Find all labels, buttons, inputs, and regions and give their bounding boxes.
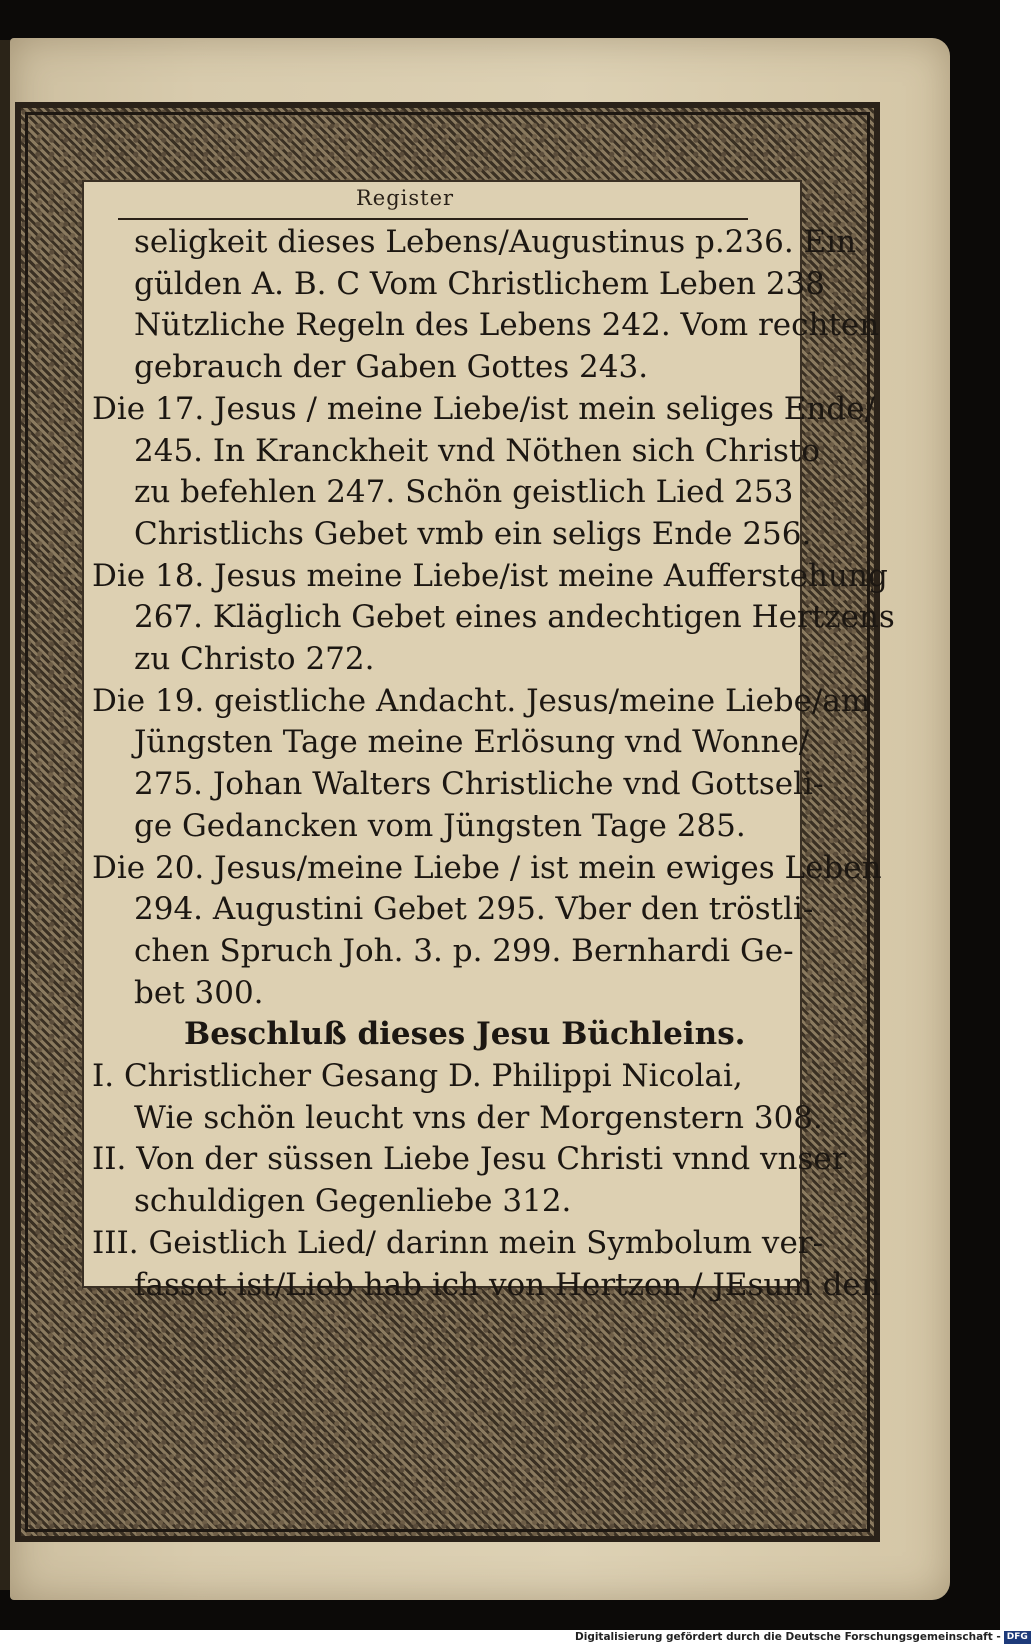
entry-line: Die 17. Jesus / meine Liebe/ist mein seliges Ende/ — [92, 390, 876, 427]
entry-line: Die 20. Jesus/meine Liebe / ist mein ewiges Leben — [92, 849, 882, 886]
entry-line: zu befehlen 247. Schön geistlich Lied 253 — [134, 474, 794, 511]
entry-line: 294. Augustini Gebet 295. Vber den tröstli- — [134, 891, 814, 928]
entry-line: bet 300. — [134, 974, 264, 1011]
register-entry — [92, 1223, 881, 1306]
entry-line: 275. Johan Walters Christliche vnd Gottseli- — [134, 766, 824, 803]
footer-text: Digitalisierung gefördert durch die Deutsche Forschungsgemeinschaft - — [575, 1631, 1001, 1643]
entry-line: zu Christo 272. — [134, 641, 375, 678]
register-entry — [92, 556, 895, 681]
entry-line: fasset ist/Lieb hab ich von Hertzen / JEsum den — [134, 1266, 881, 1303]
entry-line: ge Gedancken vom Jüngsten Tage 285. — [134, 807, 746, 844]
entry-line: 245. In Kranckheit vnd Nöthen sich Christo — [134, 432, 821, 469]
register-entry — [92, 1139, 847, 1222]
entry-line: Die 18. Jesus meine Liebe/ist meine Aufferstehung — [92, 557, 888, 594]
entry-line: III. Geistlich Lied/ darinn mein Symbolum ver- — [92, 1224, 824, 1261]
entry-line: II. Von der süssen Liebe Jesu Christi vnnd vnser — [92, 1141, 847, 1178]
register-content — [92, 222, 895, 1306]
entry-line: Nützliche Regeln des Lebens 242. Vom rechten — [134, 307, 880, 344]
funding-footer — [575, 1631, 1028, 1645]
entry-line: 267. Kläglich Gebet eines andechtigen Hertzens — [134, 599, 895, 636]
section-heading: Beschluß dieses Jesu Büchleins. — [184, 1016, 746, 1053]
entry-line: gebrauch der Gaben Gottes 243. — [134, 349, 649, 386]
entry-line: chen Spruch Joh. 3. p. 299. Bernhardi Ge- — [134, 932, 794, 969]
entry-line: schuldigen Gegenliebe 312. — [134, 1183, 572, 1220]
running-head: Register — [355, 186, 455, 210]
entry-line: I. Christlicher Gesang D. Philippi Nicolai, — [92, 1058, 743, 1095]
register-entry — [92, 681, 871, 848]
entry-line: Jüngsten Tage meine Erlösung vnd Wonne/ — [134, 724, 810, 761]
entry-line: Christlichs Gebet vmb ein seligs Ende 256. — [134, 515, 812, 552]
register-entry — [92, 222, 880, 389]
entry-line: Wie schön leucht vns der Morgenstern 308. — [134, 1099, 823, 1136]
register-entry — [92, 848, 882, 1015]
register-entry — [92, 389, 876, 556]
entry-line: seligkeit dieses Lebens/Augustinus p.236. Ein — [134, 224, 857, 260]
entry-line: Die 19. geistliche Andacht. Jesus/meine Liebe/am — [92, 682, 871, 719]
register-entry — [92, 1056, 823, 1139]
dfg-logo: DFG — [1004, 1631, 1031, 1644]
header-rule — [118, 218, 748, 220]
entry-line: gülden A. B. C Vom Christlichem Leben 238 — [134, 265, 825, 302]
